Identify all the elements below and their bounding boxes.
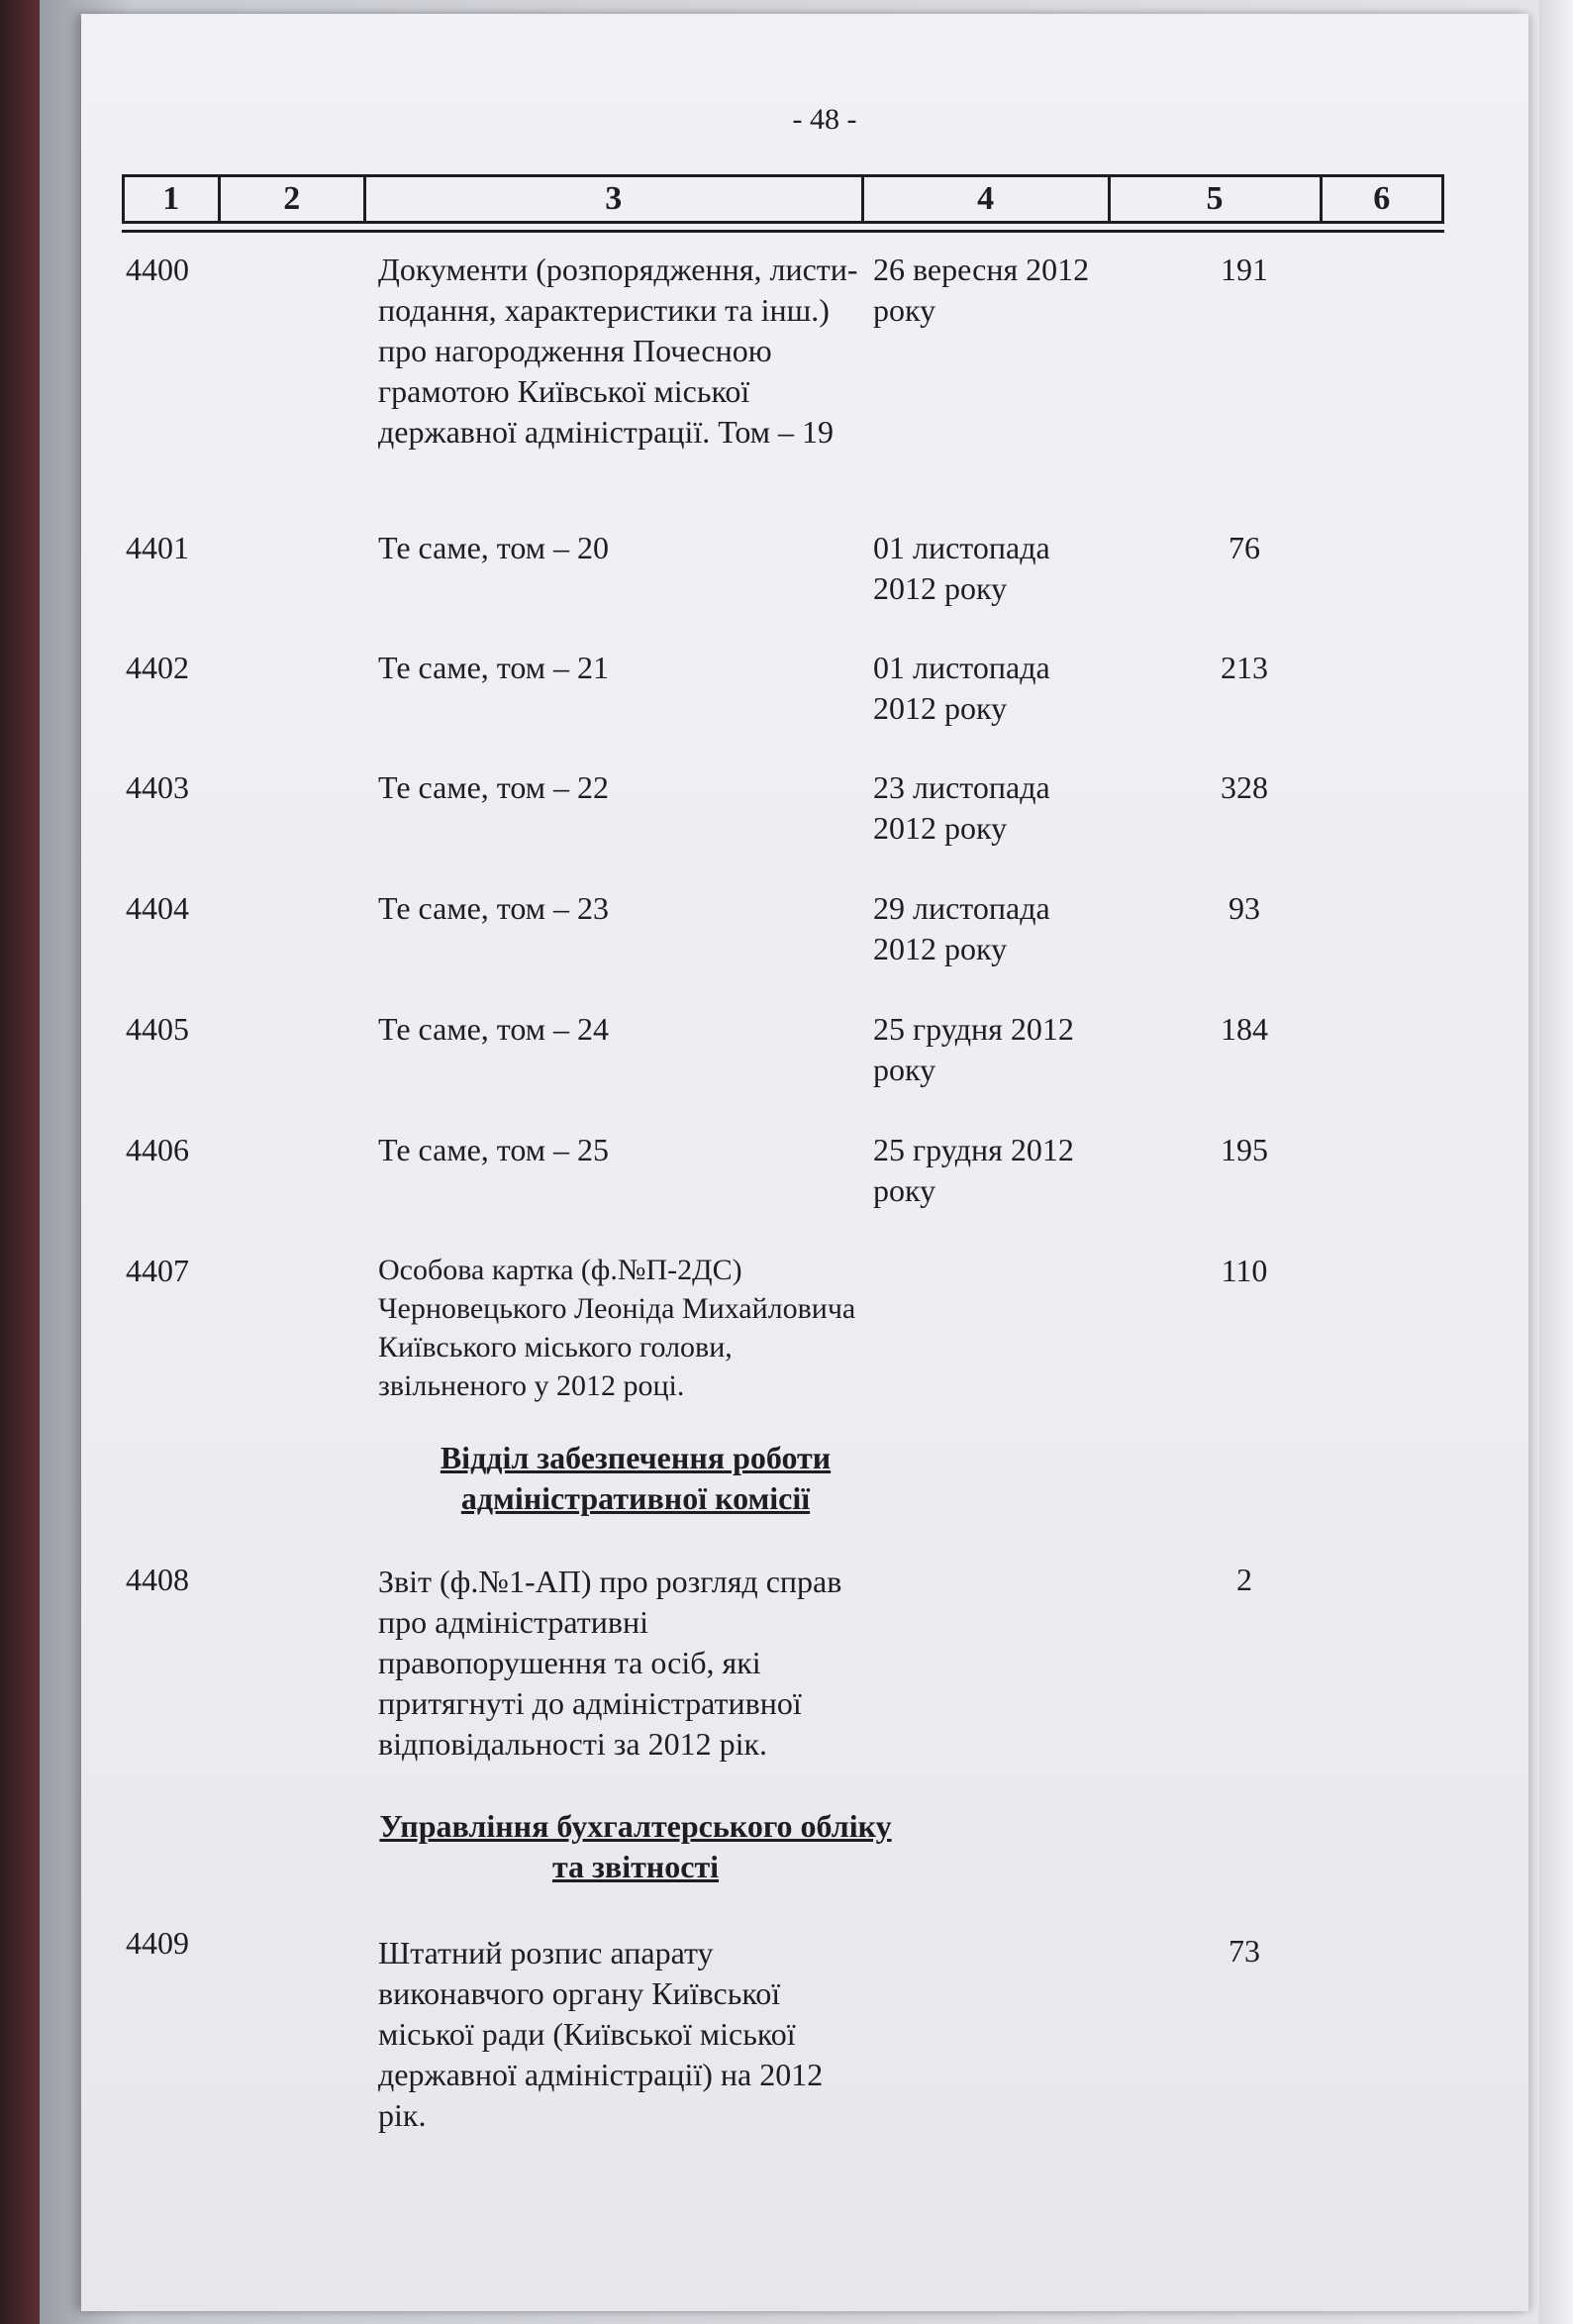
entry-description: Звіт (ф.№1-АП) про розгляд справ про адміністративні правопорушення та осіб, які притягнуті до адміністративної відповідальності за 2012 рік. (378, 1564, 842, 1762)
entry-quantity: 110 (1221, 1253, 1268, 1288)
entry-date: 25 грудня 2012 року (873, 1132, 1074, 1208)
entry-number: 4409 (126, 1925, 189, 1961)
entry-quantity: 195 (1221, 1132, 1268, 1167)
entry-quantity: 191 (1221, 252, 1268, 287)
column-header-row (122, 174, 1444, 224)
entry-date: 01 листопада 2012 року (873, 650, 1050, 726)
entry-date: 26 вересня 2012 року (873, 252, 1090, 328)
entry-description: Те саме, том – 20 (378, 530, 609, 565)
entry-quantity: 93 (1229, 890, 1260, 926)
column-header-5: 5 (1111, 177, 1323, 221)
entry-date: 25 грудня 2012 року (873, 1011, 1074, 1087)
column-header-1: 1 (125, 177, 221, 221)
column-header-3: 3 (366, 177, 864, 221)
entry-number: 4407 (126, 1253, 189, 1288)
column-header-6: 6 (1373, 180, 1391, 217)
entry-description: Те саме, том – 24 (378, 1011, 609, 1047)
entry-description: Те саме, том – 23 (378, 890, 609, 926)
entry-number: 4404 (126, 890, 189, 926)
entry-description: Особова картка (ф.№П-2ДС) Черновецького Леоніда Михайловича Київського міського голови, звільненого у 2012 році. (378, 1254, 856, 1402)
entry-description: Штатний розпис апарату виконавчого органу Київської міської ради (Київської міської державної адміністрації) на 2012 рік. (378, 1935, 824, 2133)
entry-number: 4406 (126, 1132, 189, 1167)
column-header-2: 2 (221, 177, 366, 221)
under-sheet-edge (1539, 0, 1573, 2324)
entry-number: 4408 (126, 1562, 189, 1597)
section-heading: Управління бухгалтерського обліку та звітності (379, 1808, 892, 1884)
entry-quantity: 76 (1229, 530, 1260, 565)
entry-number: 4400 (126, 252, 189, 287)
entry-quantity: 213 (1221, 650, 1268, 685)
entry-description: Те саме, том – 22 (378, 769, 609, 805)
header-rule (122, 230, 1444, 233)
entry-date: 23 листопада 2012 року (873, 769, 1050, 846)
entry-number: 4402 (126, 650, 189, 685)
entry-description: Те саме, том – 25 (378, 1132, 609, 1167)
entry-date: 01 листопада 2012 року (873, 530, 1050, 606)
entry-quantity: 73 (1229, 1933, 1260, 1969)
document-page (81, 14, 1528, 2311)
page-number: - 48 - (792, 103, 857, 136)
entry-description: Те саме, том – 21 (378, 650, 609, 685)
entry-quantity: 2 (1236, 1562, 1252, 1597)
entry-quantity: 328 (1221, 769, 1268, 805)
entry-number: 4403 (126, 769, 189, 805)
entry-number: 4405 (126, 1011, 189, 1047)
section-heading: Відділ забезпечення роботи адміністративної комісії (440, 1440, 832, 1516)
entry-number: 4401 (126, 530, 189, 565)
entry-quantity: 184 (1221, 1011, 1268, 1047)
column-header-4: 4 (864, 177, 1111, 221)
entry-description: Документи (розпорядження, листи-подання, характеристики та інш.) про нагородження Почесною грамотою Київської міської державної адміністрації. Том – 19 (378, 252, 858, 450)
entry-date: 29 листопада 2012 року (873, 890, 1050, 966)
